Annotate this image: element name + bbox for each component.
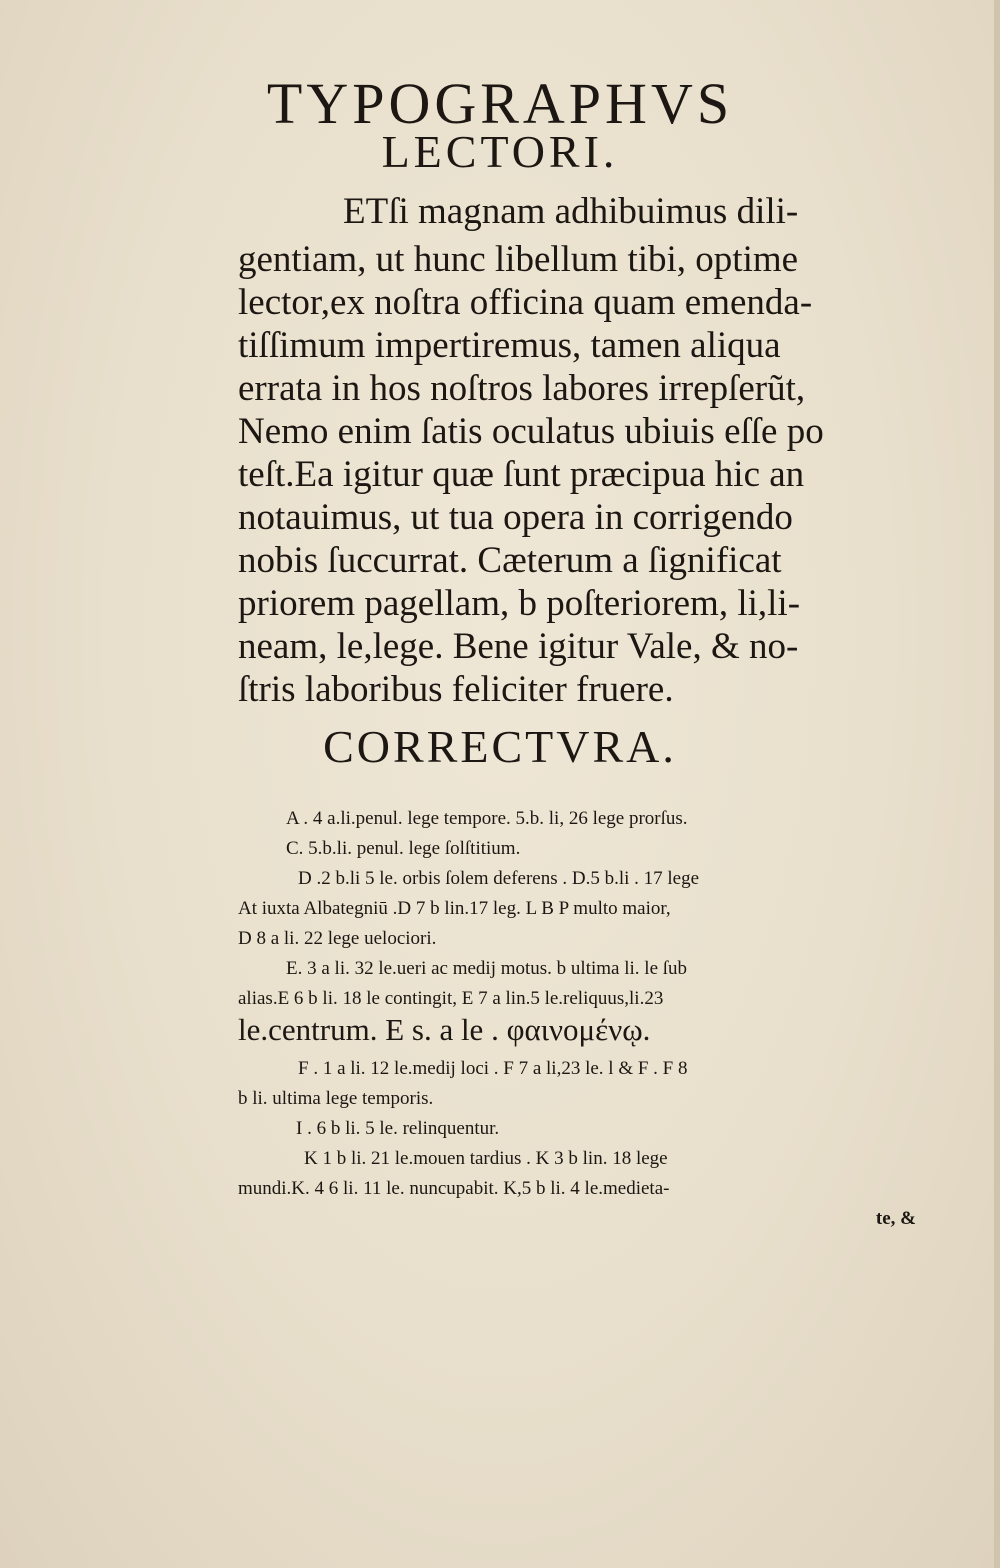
heading-lectori: LECTORI. (381, 126, 619, 177)
letter-line: teſt.Ea igitur quæ ſunt præcipua hic an (238, 454, 805, 495)
catchword: te, & (875, 1208, 916, 1229)
errata-line: K 1 b li. 21 le.mouen tardius . K 3 b lin. 18 lege (304, 1148, 668, 1169)
errata-line: mundi.K. 4 6 li. 11 le. nuncupabit. K,5 b li. 4 le.medieta- (238, 1178, 670, 1199)
errata-line: C. 5.b.li. penul. lege ſolſtitium. (286, 838, 521, 859)
letter-line: gentiam, ut hunc libellum tibi, optime (238, 239, 799, 280)
correctura-heading: CORRECTVRA. (323, 721, 677, 772)
letter-line: ETſi magnam adhibuimus dili- (343, 191, 799, 232)
errata-line: At iuxta Albategniū .D 7 b lin.17 leg. L B P multo maior, (238, 898, 671, 919)
letter-line: notauimus, ut tua opera in corrigendo (238, 497, 793, 538)
errata-line: le.centrum. E s. a le . φαινομένῳ. (238, 1012, 651, 1047)
errata-line: b li. ultima lege temporis. (238, 1088, 434, 1109)
letter-line: lector,ex noſtra officina quam emenda- (238, 282, 813, 323)
letter-line: Nemo enim ſatis oculatus ubiuis eſſe po (238, 411, 824, 452)
letter-line: priorem pagellam, b poſteriorem, li,li- (238, 583, 801, 624)
errata-line: D 8 a li. 22 lege uelociori. (238, 928, 437, 949)
heading-typographus: TYPOGRAPHVS (266, 71, 734, 136)
errata-line: F . 1 a li. 12 le.medij loci . F 7 a li,23 le. l & F . F 8 (298, 1058, 688, 1079)
errata-line: D .2 b.li 5 le. orbis ſolem deferens . D.5 b.li . 17 lege (298, 868, 700, 889)
letter-line: tiſſimum impertiremus, tamen aliqua (238, 325, 781, 366)
errata-line: I . 6 b li. 5 le. relinquentur. (296, 1118, 500, 1139)
errata-line: A . 4 a.li.penul. lege tempore. 5.b. li, 26 lege prorſus. (286, 808, 688, 829)
letter-line: ſtris laboribus feliciter fruere. (238, 669, 674, 710)
letter-line: errata in hos noſtros labores irrepſerũt, (238, 368, 806, 409)
letter-line: neam, le,lege. Bene igitur Vale, & no- (238, 626, 799, 667)
errata-line: E. 3 a li. 32 le.ueri ac medij motus. b ultima li. le ſub (286, 958, 688, 979)
page-edge (994, 0, 1000, 1568)
letter-line: nobis ſuccurrat. Cæterum a ſignificat (238, 540, 782, 581)
errata-line: alias.E 6 b li. 18 le contingit, E 7 a lin.5 le.reliquus,li.23 (238, 988, 664, 1009)
